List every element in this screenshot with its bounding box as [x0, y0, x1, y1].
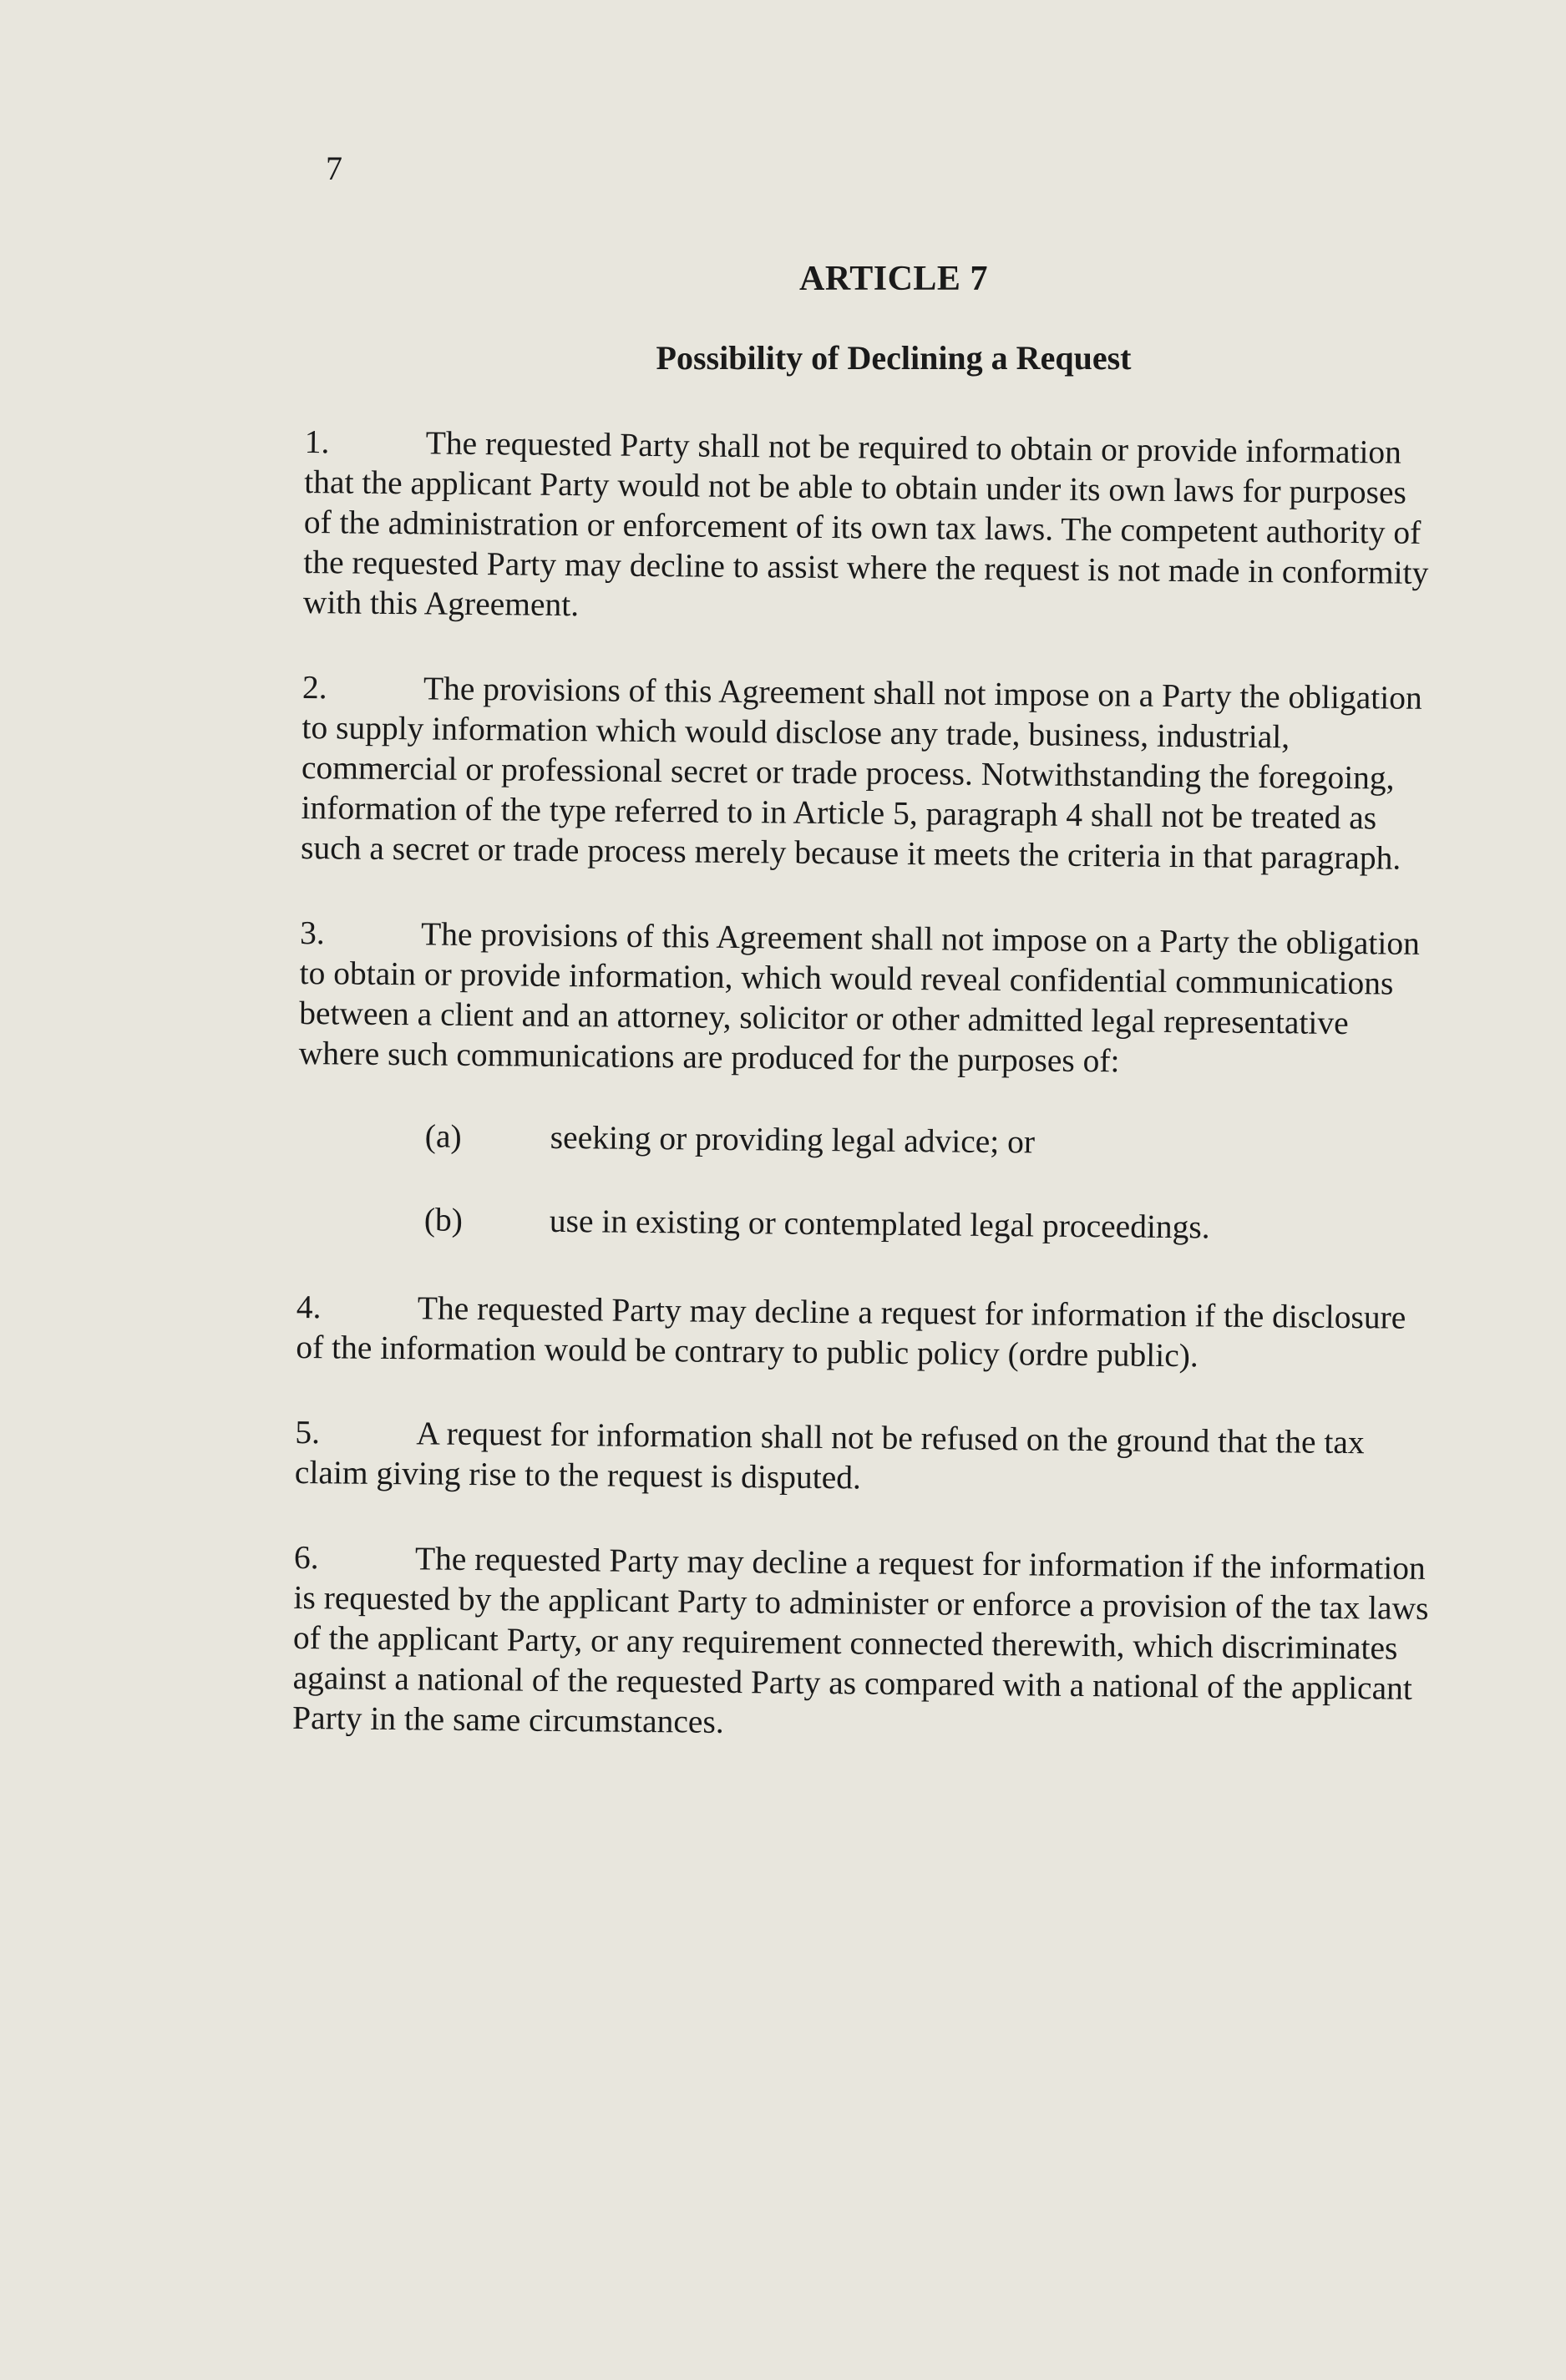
page-number: 7 — [326, 149, 342, 187]
paragraph-text: The requested Party shall not be required to obtain or provide information that the applicant Party would not be able to obtain under its own laws for purposes of the administration or enforcement of its own tax laws. The competent authority of the requested Party may decline to assist where the request is not made in conformity with this Agreement. — [302, 424, 1429, 624]
article-body — [291, 422, 1441, 1794]
paragraph-text: The provisions of this Agreement shall not impose on a Party the obligation to obtain or provide information, which would reveal confidential communications between a client and an attorney, solicitor or other admitted legal representative where such communications are produced for the purposes of: — [298, 915, 1421, 1080]
paragraph-5 — [295, 1412, 1432, 1503]
paragraph-4 — [296, 1287, 1432, 1378]
paragraph-3 — [299, 913, 1437, 1084]
paragraph-number: 2. — [302, 668, 327, 706]
paragraph-number: 5. — [295, 1413, 321, 1451]
sub-item-text: seeking or providing legal advice; or — [550, 1118, 1036, 1161]
sub-item-b — [297, 1198, 1433, 1249]
paragraph-2 — [301, 667, 1438, 879]
sub-item-a — [298, 1115, 1434, 1166]
sub-item-label: (b) — [423, 1201, 464, 1238]
sub-item-label: (a) — [424, 1117, 462, 1155]
paragraph-number: 1. — [304, 423, 330, 461]
paragraph-number: 6. — [293, 1538, 319, 1577]
paragraph-text: The requested Party may decline a request for information if the information is requested by the applicant Party to administer or enforce a provision of the tax laws of the applicant Party, or any requirement connected therewith, which discriminates against a national of the requested Party as compared with a national of the applicant Party in the same circumstances. — [291, 1540, 1429, 1740]
paragraph-1 — [303, 422, 1441, 633]
paragraph-text: A request for information shall not be refused on the ground that the tax claim giving rise to the request is disputed. — [294, 1415, 1365, 1496]
paragraph-number: 3. — [299, 914, 325, 952]
sub-item-text: use in existing or contemplated legal proceedings. — [549, 1202, 1210, 1246]
sub-item-list — [297, 1115, 1434, 1249]
article-subtitle: Possibility of Declining a Request — [656, 339, 1132, 377]
paragraph-number: 4. — [296, 1288, 322, 1326]
article-title: ARTICLE 7 — [799, 260, 988, 298]
paragraph-6 — [292, 1537, 1430, 1749]
paragraph-text: The requested Party may decline a request for information if the disclosure of the information would be contrary to public policy (ordre public). — [296, 1289, 1406, 1375]
paragraph-text: The provisions of this Agreement shall not impose on a Party the obligation to supply information which would disclose any trade, business, industrial, commercial or professional secret or trade process. Notwithstanding the foregoing, information of the type referred to in Article 5, paragraph 4 shall not be treated as such a secret or trade process merely because it meets the criteria in that paragraph. — [300, 670, 1422, 877]
